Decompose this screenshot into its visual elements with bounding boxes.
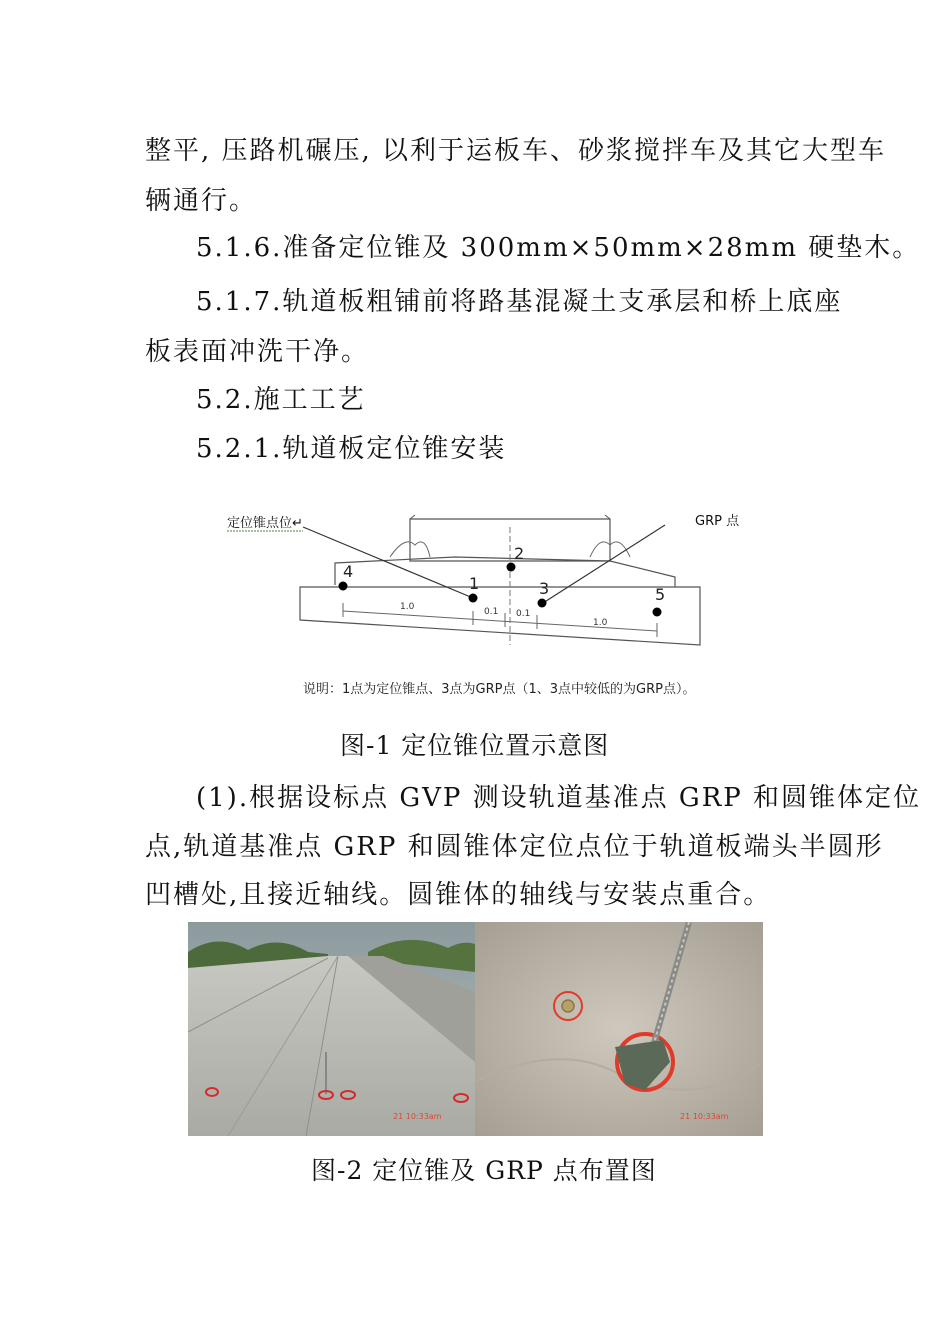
dimension-label: 0.1: [516, 609, 531, 619]
point-1-marker: [469, 594, 478, 603]
point-label: 5: [655, 585, 666, 604]
paragraph-line: 凹槽处,且接近轴线。圆锥体的轴线与安装点重合。: [145, 880, 772, 910]
paragraph-line: 整平, 压路机碾压, 以利于运板车、砂浆搅拌车及其它大型车: [145, 136, 887, 166]
photo-timestamp: 21 10:33am: [680, 1112, 729, 1121]
point-2-marker: [507, 563, 516, 572]
cone-point-label: 定位锥点位↵: [227, 516, 303, 531]
site-photo-left: [188, 922, 475, 1136]
point-3-marker: [538, 599, 547, 608]
grp-point-label: GRP 点: [695, 514, 740, 529]
paragraph-line: (1).根据设标点 GVP 测设轨道基准点 GRP 和圆锥体定位: [196, 783, 922, 813]
point-label: 4: [343, 562, 354, 581]
cone-position-diagram: [225, 505, 745, 710]
paragraph-line: 5.1.7.轨道板粗铺前将路基混凝土支承层和桥上底座: [196, 287, 843, 317]
paragraph-line: 5.1.6.准备定位锥及 300mm×50mm×28mm 硬垫木。: [196, 233, 921, 263]
subsection-heading: 5.2.1.轨道板定位锥安装: [196, 434, 507, 464]
dimension-label: 1.0: [400, 602, 415, 612]
site-photo-right: [475, 922, 763, 1136]
point-label: 2: [514, 544, 525, 563]
paragraph-line: 点,轨道基准点 GRP 和圆锥体定位点位于轨道板端头半圆形: [145, 832, 884, 862]
figure-note: 说明：1点为定位锥点、3点为GRP点（1、3点中较低的为GRP点）。: [303, 682, 696, 697]
photo-timestamp: 21 10:33am: [393, 1112, 442, 1121]
point-5-marker: [653, 608, 662, 617]
point-4-marker: [339, 582, 348, 591]
point-label: 3: [539, 579, 550, 598]
point-label: 1: [469, 574, 480, 593]
section-heading: 5.2.施工工艺: [196, 385, 366, 415]
paragraph-line: 辆通行。: [145, 186, 258, 216]
dimension-label: 0.1: [484, 607, 499, 617]
figure-caption: 图-1 定位锥位置示意图: [340, 731, 610, 760]
figure-caption: 图-2 定位锥及 GRP 点布置图: [311, 1156, 657, 1185]
dimension-label: 1.0: [593, 618, 608, 628]
paragraph-line: 板表面冲洗干净。: [145, 337, 370, 367]
